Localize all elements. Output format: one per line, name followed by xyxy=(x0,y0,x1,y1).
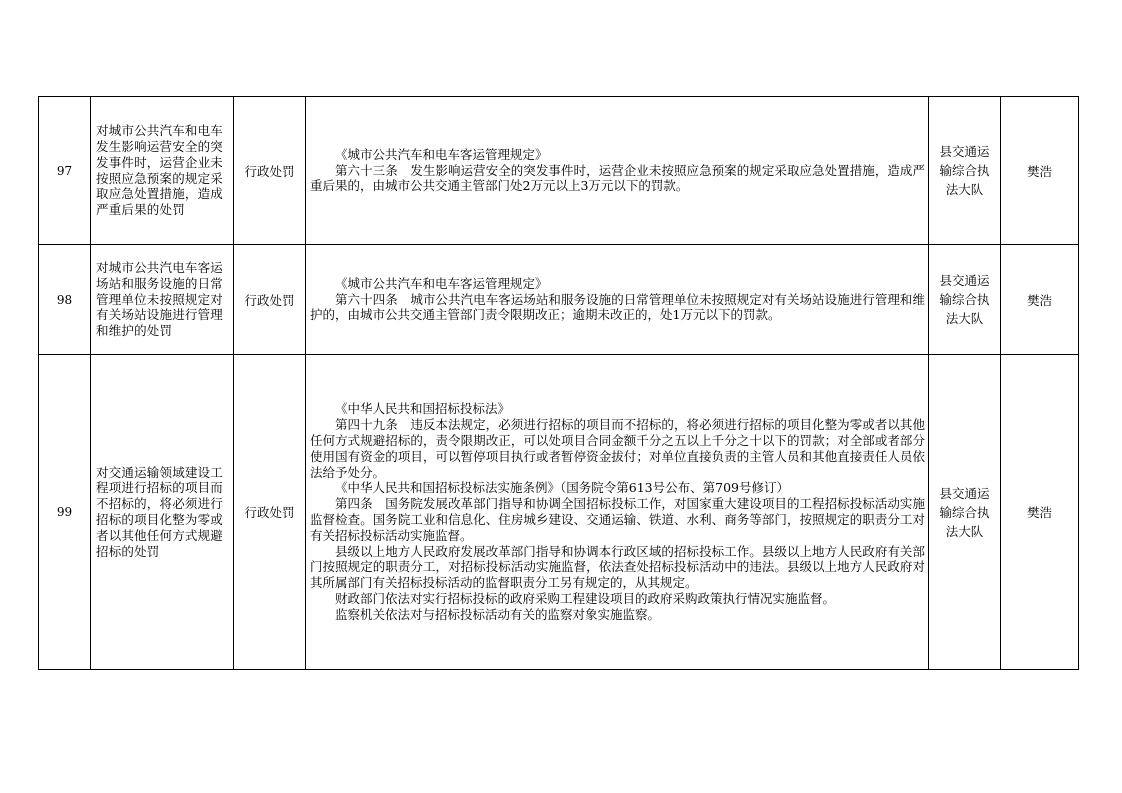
basis-paragraph: 财政部门依法对实行招标投标的政府采购工程建设项目的政府采购政策执行情况实施监督。 xyxy=(335,590,836,606)
basis-paragraph: 第四十九条 违反本法规定，必须进行招标的项目而不招标的，将必须进行招标的项目化整为零或者以其他任何方式规避招标的，责令限期改正，可以处项目合同金额千分之五以上千分之十以下的罚款；对全部或者部分使用国有资金的项目，可以暂停项目执行或者暂停资金拔付；对单位直接负责的主管人员和其他直接责任人员依法给予处分。 xyxy=(310,417,925,480)
responsible-department: 县交通运输综合执法大队 xyxy=(929,245,1001,355)
legal-basis xyxy=(306,355,929,670)
row-number: 99 xyxy=(39,355,91,670)
basis-paragraph: 《城市公共汽车和电车客运管理规定》 xyxy=(335,146,548,162)
powers-table xyxy=(38,96,1079,670)
row-number: 97 xyxy=(39,97,91,245)
power-category: 行政处罚 xyxy=(234,245,306,355)
basis-paragraph: 《城市公共汽车和电车客运管理规定》 xyxy=(335,275,548,291)
basis-paragraph: 《中华人民共和国招标投标法实施条例》（国务院令第613号公布、第709号修订） xyxy=(335,480,789,496)
table-row xyxy=(39,97,1079,245)
basis-paragraph: 县级以上地方人民政府发展改革部门指导和协调本行政区域的招标投标工作。县级以上地方人民政府有关部门按照规定的职责分工，对招标投标活动实施监督，依法查处招标投标活动中的违法。县级以上地方人民政府对其所属部门有关招标投标活动的监督职责分工另有规定的，从其规定。 xyxy=(310,543,925,591)
table-row xyxy=(39,355,1079,670)
power-category: 行政处罚 xyxy=(234,355,306,670)
responsible-department: 县交通运输综合执法大队 xyxy=(929,355,1001,670)
legal-basis xyxy=(306,97,929,245)
row-number: 98 xyxy=(39,245,91,355)
basis-paragraph: 监察机关依法对与招标投标活动有关的监察对象实施监察。 xyxy=(335,606,661,622)
legal-basis xyxy=(306,245,929,355)
basis-paragraph: 第四条 国务院发展改革部门指导和协调全国招标投标工作，对国家重大建设项目的工程招标投标活动实施监督检查。国务院工业和信息化、住房城乡建设、交通运输、铁道、水利、商务等部门，按照规定的职责分工对有关招标投标活动实施监督。 xyxy=(310,496,925,543)
responsible-person: 樊浩 xyxy=(1001,97,1079,245)
basis-paragraph: 《中华人民共和国招标投标法》 xyxy=(335,401,511,417)
table-row xyxy=(39,245,1079,355)
item-name: 对城市公共汽车和电车发生影响运营安全的突发事件时，运营企业未按照应急预案的规定采取应急处置措施，造成严重后果的处罚 xyxy=(91,97,234,245)
basis-paragraph: 第六十三条 发生影响运营安全的突发事件时，运营企业未按照应急预案的规定采取应急处置措施，造成严重后果的，由城市公共交通主管部门处2万元以上3万元以下的罚款。 xyxy=(310,162,925,194)
responsible-person: 樊浩 xyxy=(1001,355,1079,670)
basis-paragraph: 第六十四条 城市公共汽电车客运场站和服务设施的日常管理单位未按照规定对有关场站设施进行管理和维护的，由城市公共交通主管部门责令限期改正；逾期未改正的，处1万元以下的罚款。 xyxy=(310,291,925,323)
power-category: 行政处罚 xyxy=(234,97,306,245)
item-name: 对城市公共汽电车客运场站和服务设施的日常管理单位未按照规定对有关场站设施进行管理和维护的处罚 xyxy=(91,245,234,355)
responsible-person: 樊浩 xyxy=(1001,245,1079,355)
responsible-department: 县交通运输综合执法大队 xyxy=(929,97,1001,245)
item-name: 对交通运输领域建设工程项进行招标的项目而不招标的，将必须进行招标的项目化整为零或者以其他任何方式规避招标的处罚 xyxy=(91,355,234,670)
